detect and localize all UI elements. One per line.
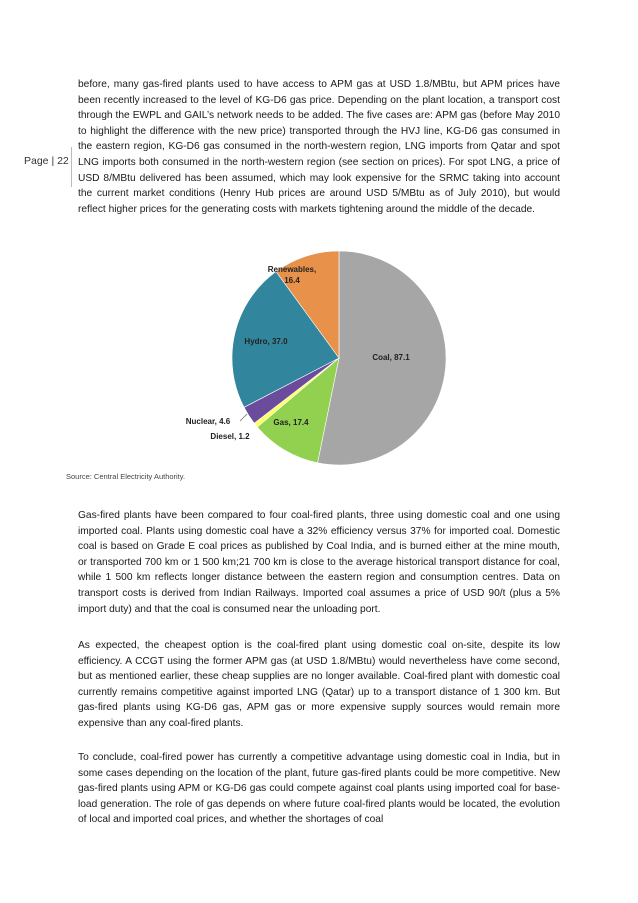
pie-label-hydro: Hydro, 37.0 [244, 337, 288, 346]
pie-slices [232, 251, 446, 465]
pie-label-diesel: Diesel, 1.2 [210, 432, 250, 441]
pie-label-renewables: Renewables, 16.4 [267, 265, 317, 285]
chart-source-note: Source: Central Electricity Authority. [66, 472, 186, 481]
body-paragraph-3: As expected, the cheapest option is the coal-fired plant using domestic coal on-site, despite its low efficiency. A CCGT using the former APM gas (at USD 1.8/MBtu) would nevertheless have come second, but as mentioned earlier, these cheap supplies are no longer available. Coal-fired plant with domestic coal currently remains competitive against imported LNG (Qatar) up to a transport distance of 1 300 km. But gas-fired plants using KG-D6 gas, APM gas or more expensive supply sources would remain more expensive than any coal-fired plants. [78, 640, 560, 729]
body-paragraph-4: To conclude, coal-fired power has currently a competitive advantage using domestic coal in India, but in some cases depending on the location of the plant, future gas-fired plants could be more competitive. New gas-fired plants using APM or KG-D6 gas could compete against coal plants using imported coal for base-load generation. The role of gas depends on where future coal-fired plants would be located, the evolution of local and imported coal prices, and whether the shortages of coal [78, 752, 560, 826]
pie-label-leader-nuclear [240, 414, 247, 421]
pie-label-coal: Coal, 87.1 [372, 353, 410, 362]
pie-label-nuclear: Nuclear, 4.6 [185, 417, 231, 426]
pie-label-gas: Gas, 17.4 [273, 418, 309, 427]
page-number: Page | 22 [24, 155, 69, 167]
body-paragraph-1: before, many gas-fired plants used to have access to APM gas at USD 1.8/MBtu, but APM prices have been recently increased to the level of KG-D6 gas price. Depending on the plant location, a transport cost through the EWPL and GAIL’s network needs to be added. The five cases are: APM gas (before May 2010 to highlight the difference with the new price) transported through the HVJ line, KG-D6 gas consumed in the eastern region, KG-D6 gas consumed in the north-western region, LNG imports from Qatar and spot LNG imports both consumed in the north-western region (see section on prices). For spot LNG, a price of USD 8/MBtu delivered has been assumed, which may look expensive for the SRMC taking into account the current market conditions (Henry Hub prices are around USD 5/MBtu as of July 2010), but would reflect higher prices for the generating costs with markets tightening around the middle of the decade. [78, 79, 560, 215]
body-paragraph-2: Gas-fired plants have been compared to four coal-fired plants, three using domestic coal and one using imported coal. Plants using domestic coal have a 32% efficiency versus 37% for imported coal. Domestic coal is based on Grade E coal prices as published by Coal India, and is burned either at the mine mouth, or transported 700 km or 1 500 km;21 700 km is close to the average historical transport distance for coal, while 1 500 km reflects longer distance between the eastern region and consumption centres. Data on transport costs is derived from Indian Railways. Imported coal assumes a price of USD 90/t (plus a 5% import duty) and that the coal is consumed near the unloading port. [78, 510, 560, 615]
